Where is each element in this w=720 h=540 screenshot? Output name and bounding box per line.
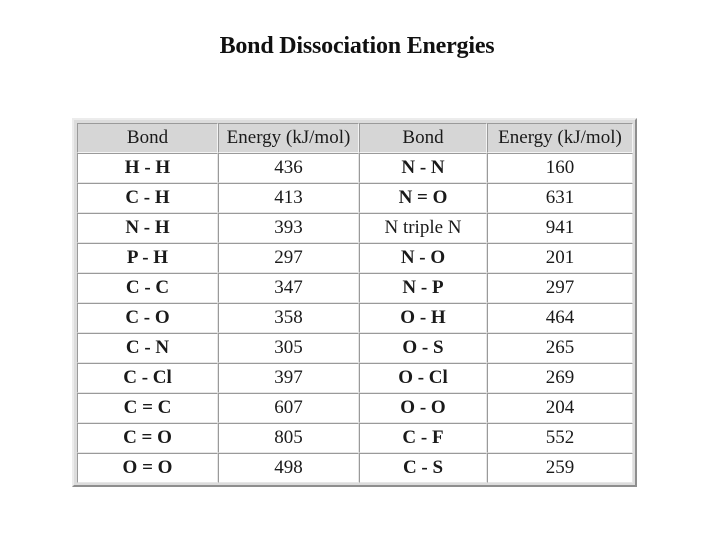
page-title: Bond Dissociation Energies (219, 33, 495, 59)
bond-cell: C - N (77, 333, 218, 363)
table-row (77, 273, 633, 303)
column-header-energy-2: Energy (kJ/mol) (487, 123, 633, 153)
energy-cell: 305 (218, 333, 359, 363)
bond-cell: N - N (359, 153, 487, 183)
energy-cell: 201 (487, 243, 633, 273)
bond-cell: N - H (77, 213, 218, 243)
energy-cell: 436 (218, 153, 359, 183)
bond-cell: O - S (359, 333, 487, 363)
table-row (77, 183, 633, 213)
table-row (77, 393, 633, 423)
energy-cell: 397 (218, 363, 359, 393)
energy-cell: 259 (487, 453, 633, 483)
table-row (77, 453, 633, 483)
energy-cell: 464 (487, 303, 633, 333)
bond-cell: N triple N (359, 213, 487, 243)
table-row (77, 303, 633, 333)
table-frame (72, 118, 637, 487)
bond-cell: C = O (77, 423, 218, 453)
bond-cell: N = O (359, 183, 487, 213)
energy-cell: 358 (218, 303, 359, 333)
bond-cell: C = C (77, 393, 218, 423)
bond-energy-table (77, 123, 633, 483)
table-row (77, 243, 633, 273)
energy-cell: 265 (487, 333, 633, 363)
energy-cell: 805 (218, 423, 359, 453)
energy-cell: 269 (487, 363, 633, 393)
table-body (77, 153, 633, 483)
bond-cell: H - H (77, 153, 218, 183)
bond-cell: O = O (77, 453, 218, 483)
energy-cell: 607 (218, 393, 359, 423)
bond-cell: N - O (359, 243, 487, 273)
bond-cell: C - H (77, 183, 218, 213)
energy-cell: 204 (487, 393, 633, 423)
bond-cell: C - Cl (77, 363, 218, 393)
energy-cell: 347 (218, 273, 359, 303)
bond-cell: P - H (77, 243, 218, 273)
energy-cell: 498 (218, 453, 359, 483)
column-header-bond-2: Bond (359, 123, 487, 153)
energy-cell: 297 (487, 273, 633, 303)
table-row (77, 213, 633, 243)
energy-cell: 393 (218, 213, 359, 243)
table-row (77, 363, 633, 393)
bond-cell: N - P (359, 273, 487, 303)
bond-cell: O - H (359, 303, 487, 333)
bond-cell: O - Cl (359, 363, 487, 393)
table-row (77, 333, 633, 363)
energy-cell: 941 (487, 213, 633, 243)
energy-cell: 413 (218, 183, 359, 213)
bond-cell: O - O (359, 393, 487, 423)
column-header-bond-1: Bond (77, 123, 218, 153)
column-header-energy-1: Energy (kJ/mol) (218, 123, 359, 153)
bond-cell: C - F (359, 423, 487, 453)
table-row (77, 423, 633, 453)
energy-cell: 552 (487, 423, 633, 453)
energy-cell: 297 (218, 243, 359, 273)
energy-cell: 631 (487, 183, 633, 213)
header-row (77, 123, 633, 153)
bond-cell: C - O (77, 303, 218, 333)
energy-cell: 160 (487, 153, 633, 183)
bond-cell: C - S (359, 453, 487, 483)
bond-cell: C - C (77, 273, 218, 303)
table-row (77, 153, 633, 183)
